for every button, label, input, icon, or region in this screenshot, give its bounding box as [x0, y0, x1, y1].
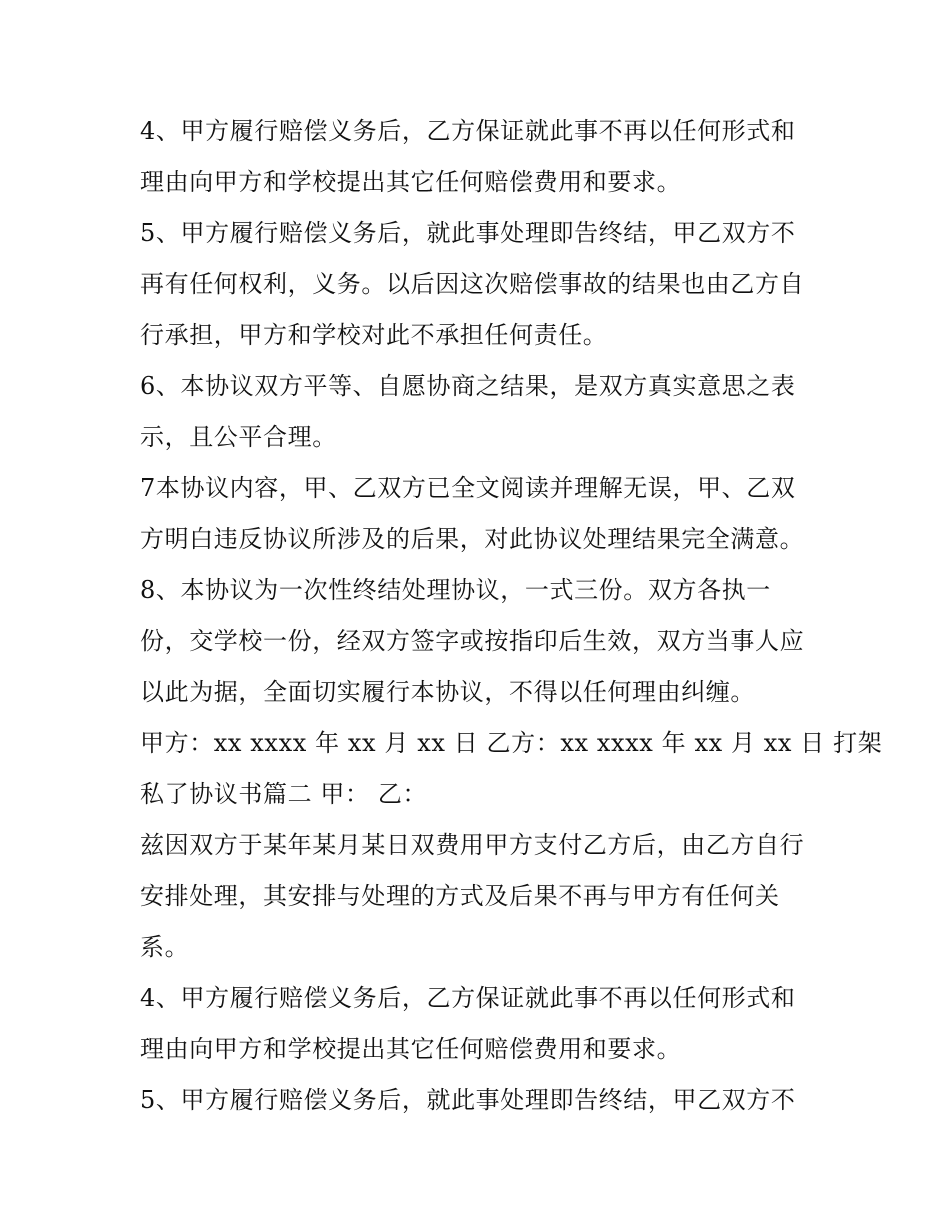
section-heading: 私了协议书篇二 甲： 乙： [140, 780, 428, 808]
signature-line: 甲方：xx xxxx 年 xx 月 xx 日 乙方：xx xxxx 年 xx 月 xx 日 打架 [140, 729, 883, 757]
text-line: 行承担，甲方和学校对此不承担任何责任。 [140, 321, 608, 349]
document-body [140, 106, 883, 1126]
text-line: 理由向甲方和学校提出其它任何赔偿费用和要求。 [140, 168, 682, 196]
text-line: 示，且公平合理。 [140, 423, 337, 451]
text-line: 安排处理，其安排与处理的方式及后果不再与甲方有任何关 [140, 882, 780, 910]
text-line: 5、甲方履行赔偿义务后，就此事处理即告终结，甲乙双方不 [140, 219, 796, 247]
text-line: 5、甲方履行赔偿义务后，就此事处理即告终结，甲乙双方不 [140, 1086, 796, 1114]
text-line: 兹因双方于某年某月某日双费用甲方支付乙方后，由乙方自行 [140, 831, 805, 859]
text-line: 系。 [140, 933, 190, 961]
text-line: 4、甲方履行赔偿义务后，乙方保证就此事不再以任何形式和 [140, 117, 796, 145]
text-line: 6、本协议双方平等、自愿协商之结果，是双方真实意思之表 [140, 372, 796, 400]
text-line: 方明白违反协议所涉及的后果，对此协议处理结果完全满意。 [140, 525, 805, 553]
text-line: 份，交学校一份，经双方签字或按指印后生效，双方当事人应 [140, 627, 805, 655]
text-line: 以此为据，全面切实履行本协议，不得以任何理由纠缠。 [140, 678, 755, 706]
text-line: 7本协议内容，甲、乙双方已全文阅读并理解无误，甲、乙双 [140, 474, 796, 502]
text-line: 4、甲方履行赔偿义务后，乙方保证就此事不再以任何形式和 [140, 984, 796, 1012]
text-line: 8、本协议为一次性终结处理协议，一式三份。双方各执一 [140, 576, 771, 604]
text-line: 理由向甲方和学校提出其它任何赔偿费用和要求。 [140, 1035, 682, 1063]
text-line: 再有任何权利，义务。以后因这次赔偿事故的结果也由乙方自 [140, 270, 805, 298]
